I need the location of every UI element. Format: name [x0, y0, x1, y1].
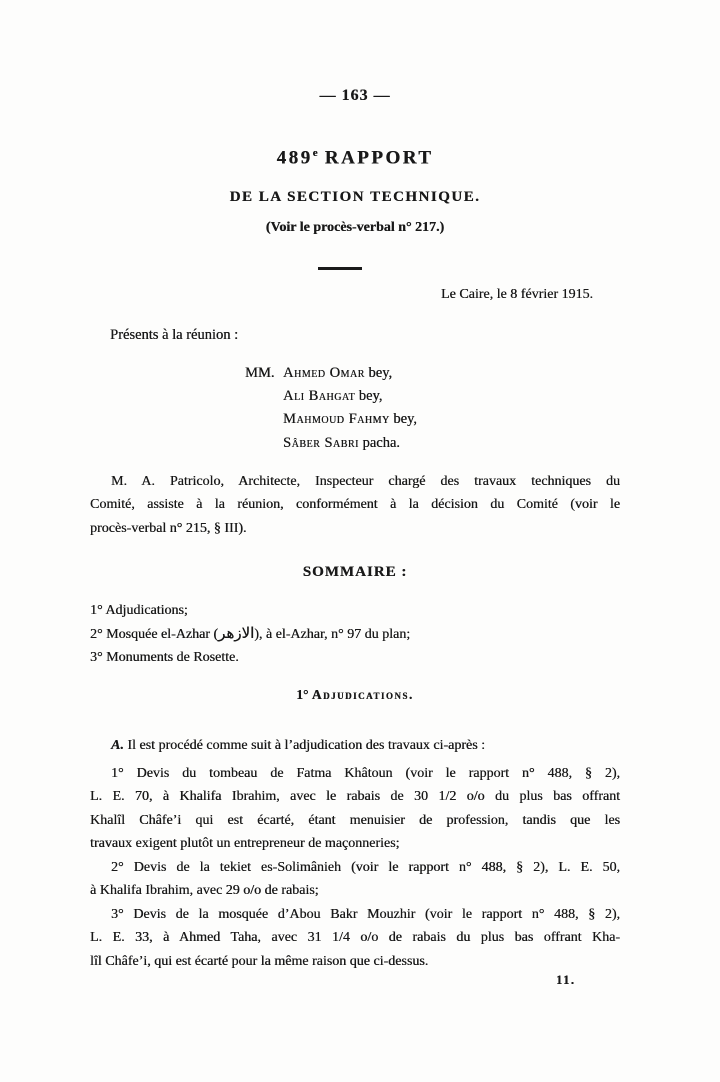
paragraph-line: Comité, assiste à la réunion, conformément à la décision du Comité (voir le: [90, 497, 620, 513]
dateline: Le Caire, le 8 février 1915.: [441, 287, 593, 302]
paragraph-line: à Khalifa Ibrahim, avec 29 o/o de rabais;: [90, 883, 319, 899]
proces-verbal-reference: (Voir le procès-verbal n° 217.): [265, 220, 445, 235]
attendance-member: [245, 432, 417, 455]
member-title: bey,: [355, 388, 383, 405]
paragraph-line: M. A. Patricolo, Architecte, Inspecteur chargé des travaux techniques du: [111, 474, 620, 489]
member-name: Ahmed Omar: [283, 365, 365, 381]
sommaire-item: 3° Monuments de Rosette.: [90, 650, 239, 666]
paragraph-text: Il est procédé comme suit à l’adjudication des travaux ci-après :: [123, 738, 485, 753]
paragraph-devis-2: [90, 856, 620, 903]
report-word: RAPPORT: [324, 147, 434, 169]
page-number: — 163 —: [319, 87, 391, 104]
arabic-text: الازهر: [218, 624, 255, 643]
report-ordinal-suffix: e: [312, 147, 318, 159]
section-marker: 1°: [296, 687, 309, 702]
attendance-member: [245, 362, 417, 385]
paragraph-line: procès-verbal n° 215, § III).: [90, 520, 247, 536]
attendance-intro: Présents à la réunion :: [110, 327, 239, 343]
member-title: bey,: [364, 365, 393, 381]
sommaire-heading: SOMMAIRE :: [302, 564, 408, 580]
report-title: [90, 147, 620, 169]
paragraph-line: L. E. 33, à Ahmed Taha, avec 31 1/4 o/o de rabais du plus bas offrant Kha-: [90, 930, 620, 946]
paragraph-line: Khalîl Châfe’i qui est écarté, étant menuisier de profession, tandis que les: [90, 812, 620, 828]
paragraph-patricolo: [90, 470, 620, 540]
attendance-prefix: MM.: [245, 365, 275, 381]
paragraph-line: L. E. 70, à Khalifa Ibrahim, avec le rabais de 30 1/2 o/o du plus bas offrant: [90, 789, 620, 805]
sommaire-item: 1° Adjudications;: [90, 603, 188, 618]
attendance-member: [245, 385, 417, 408]
member-title: pacha.: [358, 434, 400, 451]
paragraph-line: lîl Châfe’i, qui est écarté pour la même raison que ci-dessus.: [90, 953, 429, 969]
paragraph-devis-3: [90, 903, 620, 973]
paragraph-line: 3° Devis de la mosquée d’Abou Bakr Mouzhir (voir le rapport n° 488, § 2),: [111, 907, 620, 922]
attendance-member: [245, 408, 417, 431]
report-number: 489: [276, 147, 313, 169]
member-name: Mahmoud Fahmy: [283, 411, 390, 428]
section-heading: [90, 687, 620, 703]
paragraph-line: travaux exigent plutôt un entrepreneur de maçonneries;: [90, 835, 400, 851]
paragraph-adjudication-intro: [90, 734, 620, 757]
paragraph-line: [90, 734, 620, 757]
section-title: Adjudications.: [311, 687, 414, 702]
attendance-list: [245, 362, 417, 455]
paragraph-lead-letter: A.: [111, 738, 124, 753]
paragraph-line: 2° Devis de la tekiet es-Solimânieh (voir le rapport n° 488, § 2), L. E. 50,: [111, 860, 620, 875]
signature-mark: 11.: [556, 973, 576, 987]
paragraph-devis-1: [90, 762, 620, 855]
sommaire-item-text: 2° Mosquée el-Azhar (: [90, 627, 219, 643]
member-name: Sâber Sabri: [283, 434, 359, 451]
sommaire-item: [90, 622, 620, 646]
paragraph-line: 1° Devis du tombeau de Fatma Khâtoun (voir le rapport n° 488, § 2),: [111, 766, 620, 781]
section-divider: [318, 267, 362, 270]
member-title: bey,: [389, 411, 417, 428]
report-subtitle: DE LA SECTION TECHNIQUE.: [229, 189, 481, 205]
sommaire-item-text: ), à el-Azhar, n° 97 du plan;: [254, 627, 411, 643]
sommaire-list: [90, 599, 620, 670]
member-name: Ali Bahgat: [283, 388, 356, 405]
